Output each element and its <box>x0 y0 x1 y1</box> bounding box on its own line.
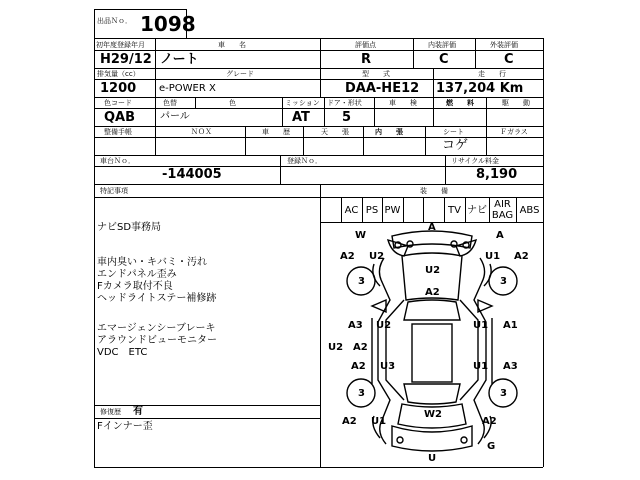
nox-label: ＮＯＸ <box>191 128 212 136</box>
lot-label: 出品Ｎｏ． <box>97 17 132 25</box>
damage-code: W <box>355 230 367 241</box>
doors-label: ドア・形状 <box>327 99 362 107</box>
damage-code: A2 <box>482 416 497 427</box>
doors-value: 5 <box>342 110 352 125</box>
interior-score-value: C <box>439 52 449 67</box>
equip-pw: PW <box>384 205 401 216</box>
recycle-value: 8,190 <box>476 167 518 182</box>
seat-label: シート <box>443 128 464 136</box>
grade-label: グレード <box>226 70 254 78</box>
damage-code: A2 <box>353 342 368 353</box>
damage-code: U1 <box>473 320 489 331</box>
remarks-label: 特記事項 <box>100 187 128 195</box>
color-type-value: パール <box>160 111 190 122</box>
color-code-label: 色コード <box>104 99 132 107</box>
remark-line: 車内臭い・キバミ・汚れ <box>97 257 207 268</box>
damage-code: A <box>496 230 504 241</box>
equip-ps: PS <box>365 205 379 216</box>
damage-code: A1 <box>503 320 518 331</box>
damage-code: 3 <box>358 388 365 399</box>
color-label: 色 <box>229 99 236 107</box>
damage-code: 3 <box>358 276 365 287</box>
score-value: R <box>361 52 372 67</box>
damage-code: W2 <box>424 409 442 420</box>
remark-line: アラウンドビューモニター <box>97 335 217 346</box>
damage-code: U2 <box>328 342 344 353</box>
glass-label: Ｆガラス <box>500 128 528 136</box>
interior-label: 内 張 <box>375 128 403 136</box>
displacement-label: 排気量（cc） <box>97 70 140 78</box>
damage-code: A2 <box>425 287 440 298</box>
damage-code: 3 <box>500 276 507 287</box>
remark-line: ナビSD事務局 <box>97 222 162 233</box>
damage-code: A2 <box>514 251 529 262</box>
lot-number: 1098 <box>140 12 196 36</box>
model-value: DAA-HE12 <box>345 81 420 96</box>
damage-code: A3 <box>503 361 518 372</box>
exterior-score-value: C <box>504 52 514 67</box>
remark-line: エンドパネル歪み <box>97 269 177 280</box>
damage-code: A3 <box>348 320 363 331</box>
exterior-score-label: 外装評価 <box>490 41 518 49</box>
remark-line: ヘッドライトステー補修跡 <box>97 293 217 304</box>
manual-label: 整備手帳 <box>104 128 132 136</box>
equip-airbag-2: BAG <box>491 210 514 221</box>
grade-value: e-POWER X <box>159 83 216 94</box>
first-reg-value: H29/12 <box>100 52 152 67</box>
damage-code: U1 <box>371 416 387 427</box>
damage-code: A2 <box>340 251 355 262</box>
seat-value: コゲ <box>442 138 469 153</box>
transmission-value: AT <box>292 110 310 125</box>
history-label: 車 歴 <box>262 128 290 136</box>
damage-code: U1 <box>485 251 501 262</box>
score-label: 評価点 <box>355 41 376 49</box>
damage-code: U3 <box>380 361 396 372</box>
damage-code: A <box>428 222 436 233</box>
displacement-value: 1200 <box>100 81 137 96</box>
equip-abs: ABS <box>519 205 540 216</box>
interior-score-label: 内装評価 <box>428 41 456 49</box>
inspection-label: 車 検 <box>389 99 417 107</box>
equip-ac: AC <box>344 205 359 216</box>
damage-code: U2 <box>369 251 385 262</box>
damage-code: U2 <box>425 265 441 276</box>
damage-code: G <box>487 441 496 452</box>
damage-code: A2 <box>351 361 366 372</box>
chassis-value: -144005 <box>162 167 222 182</box>
remark-line: エマージェンシーブレーキ <box>97 323 216 334</box>
model-label: 型 式 <box>362 70 390 78</box>
equip-airbag-1: AIR <box>494 199 511 210</box>
transmission-label: ミッション <box>285 99 320 107</box>
repair-history-value: 有 <box>133 406 143 417</box>
equip-tv: TV <box>448 205 461 216</box>
damage-code: A2 <box>342 416 357 427</box>
car-name-value: ノート <box>160 52 199 67</box>
damage-code: U1 <box>473 361 489 372</box>
equip-navi: ナビ <box>467 205 487 216</box>
reg-no-label: 登録Ｎｏ． <box>287 157 322 165</box>
damage-code: U <box>428 453 437 464</box>
color-code-value: QAB <box>104 110 136 125</box>
first-reg-label: 初年度登録年月 <box>96 41 145 49</box>
car-name-label: 車 名 <box>218 41 246 49</box>
damage-code: 3 <box>500 388 507 399</box>
repair-note: Fインナー歪 <box>97 421 153 432</box>
sunroof-label: 天 張 <box>321 128 349 136</box>
recycle-label: リサイクル料金 <box>451 157 500 165</box>
fuel-label: 燃 料 <box>446 99 474 107</box>
equipment-label: 装 備 <box>420 187 448 195</box>
chassis-label: 車台Ｎｏ． <box>100 157 135 165</box>
remark-line: Fカメラ取付不良 <box>97 281 173 292</box>
drive-label: 駆 動 <box>502 99 530 107</box>
mileage-label: 走 行 <box>478 70 506 78</box>
mileage-value: 137,204 Km <box>436 81 524 96</box>
damage-code: U2 <box>376 320 392 331</box>
color-type-label: 色替 <box>163 99 177 107</box>
repair-history-label: 修復歴 <box>100 408 121 416</box>
remark-line: VDC ETC <box>97 347 148 358</box>
